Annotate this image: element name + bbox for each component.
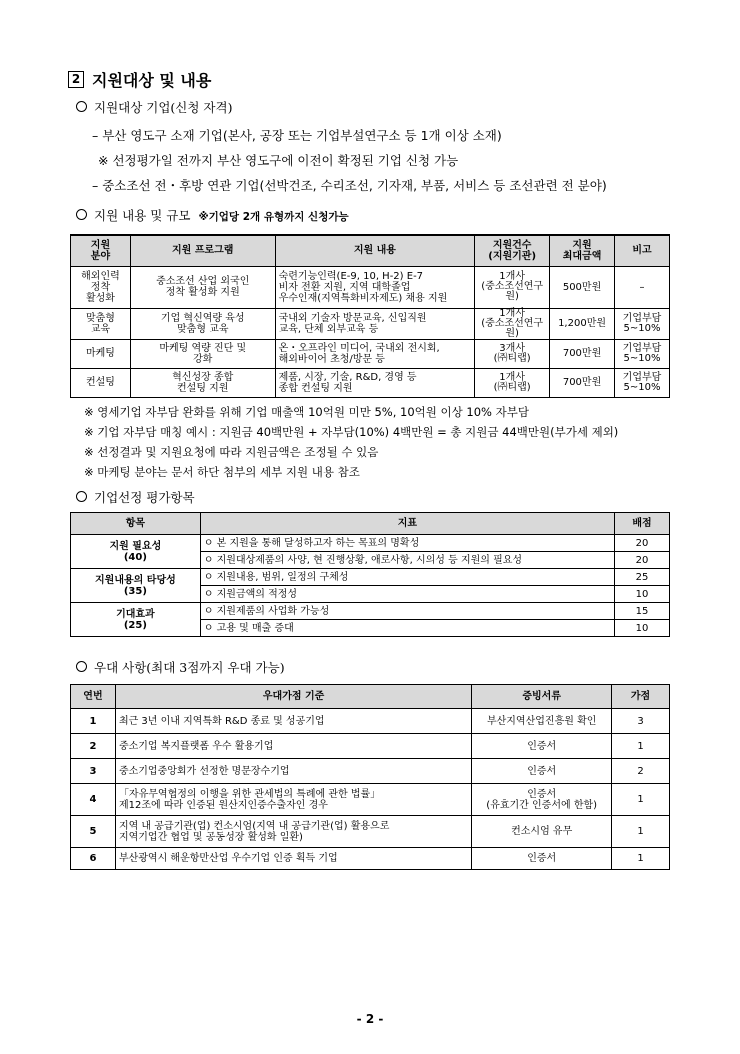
table-row: [71, 266, 670, 308]
section-title: [68, 68, 211, 91]
cell-criteria: 중소기업중앙회가 선정한 명문장수기업: [115, 759, 471, 784]
cell-indicator: ㅇ 본 지원을 통해 달성하고자 하는 목표의 명확성: [200, 535, 614, 552]
cell-indicator: ㅇ 고용 및 매출 증대: [200, 620, 614, 637]
scope-heading: 지원 내용 및 규모 ※기업당 2개 유형까지 신청가능: [76, 206, 349, 224]
cell-score: 1: [612, 848, 670, 870]
cell-doc: 컨소시엄 유무: [472, 816, 612, 848]
col-header: 지원 프로그램: [130, 235, 275, 266]
cell-remark: 기업부담 5~10%: [615, 368, 670, 397]
cell-count: 1개사 (㈜티랩): [475, 368, 550, 397]
cell-content: 국내외 기술자 방문교육, 신입직원 교육, 단체 외부교육 등: [275, 308, 475, 339]
section-number: 2: [68, 71, 84, 88]
table-row: [71, 368, 670, 397]
table-row: [71, 569, 670, 586]
table-header-row: [71, 685, 670, 709]
cell-score: 20: [615, 535, 670, 552]
cell-no: 5: [71, 816, 116, 848]
cell-score: 25: [615, 569, 670, 586]
cell-score: 3: [612, 709, 670, 734]
target-item: – 중소조선 전・후방 연관 기업(선박건조, 수리조선, 기자재, 부품, 서비스 등 조선관련 전 분야): [92, 178, 607, 193]
circle-bullet-icon: [76, 209, 87, 220]
cell-score: 1: [612, 784, 670, 816]
cell-amount: 700만원: [550, 368, 615, 397]
cell-field: 해외인력 정착 활성화: [71, 266, 131, 308]
cell-score: 1: [612, 734, 670, 759]
cell-program: 마케팅 역량 진단 및 강화: [130, 339, 275, 368]
group-cell: 기대효과 (25): [71, 603, 201, 637]
cell-doc: 인증서: [472, 734, 612, 759]
table-row: [71, 535, 670, 552]
col-header: 지원 분야: [71, 235, 131, 266]
cell-field: 마케팅: [71, 339, 131, 368]
cell-amount: 700만원: [550, 339, 615, 368]
program-table: [70, 234, 670, 398]
cell-criteria: 지역 내 공급기관(업) 컨소시엄(지역 내 공급기관(업) 활용으로 지역기업간 협업 및 공동성장 활성화 일환): [115, 816, 471, 848]
preference-heading: 우대 사항(최대 3점까지 우대 가능): [76, 658, 285, 676]
table-row: [71, 816, 670, 848]
target-item: – 부산 영도구 소재 기업(본사, 공장 또는 기업부설연구소 등 1개 이상 소재): [92, 128, 502, 143]
circle-bullet-icon: [76, 661, 87, 672]
cell-remark: 기업부담 5~10%: [615, 339, 670, 368]
cell-doc: 인증서: [472, 848, 612, 870]
circle-bullet-icon: [76, 491, 87, 502]
cell-no: 2: [71, 734, 116, 759]
cell-score: 1: [612, 816, 670, 848]
table-row: [71, 759, 670, 784]
cell-count: 1개사 (중소조선연구원): [475, 266, 550, 308]
table-row: [71, 339, 670, 368]
cell-program: 중소조선 산업 외국인 정착 활성화 지원: [130, 266, 275, 308]
table-header-row: [71, 513, 670, 535]
cell-amount: 1,200만원: [550, 308, 615, 339]
table-row: [71, 784, 670, 816]
cell-remark: 기업부담 5~10%: [615, 308, 670, 339]
note-line: ※ 영세기업 자부담 완화를 위해 기업 매출액 10억원 미만 5%, 10억원 이상 10% 자부담: [84, 405, 529, 419]
table-row: [71, 848, 670, 870]
evaluation-table: [70, 512, 670, 637]
table-row: [71, 734, 670, 759]
section-title-text: 지원대상 및 내용: [92, 71, 212, 90]
cell-indicator: ㅇ 지원내용, 범위, 일정의 구체성: [200, 569, 614, 586]
cell-criteria: 부산광역시 해운항만산업 우수기업 인증 획득 기업: [115, 848, 471, 870]
cell-criteria: 최근 3년 이내 지역특화 R&D 종료 및 성공기업: [115, 709, 471, 734]
circle-bullet-icon: [76, 101, 87, 112]
cell-no: 6: [71, 848, 116, 870]
col-header: 지원 내용: [275, 235, 475, 266]
cell-field: 맞춤형 교육: [71, 308, 131, 339]
target-note: ※ 선정평가일 전까지 부산 영도구에 이전이 확정된 기업 신청 가능: [98, 153, 459, 168]
cell-content: 온・오프라인 미디어, 국내외 전시회, 해외바이어 초청/방문 등: [275, 339, 475, 368]
note-line: ※ 마케팅 분야는 문서 하단 첨부의 세부 지원 내용 참조: [84, 465, 360, 479]
cell-score: 20: [615, 552, 670, 569]
cell-doc: 인증서 (유효기간 인증서에 한함): [472, 784, 612, 816]
table-row: [71, 603, 670, 620]
cell-no: 3: [71, 759, 116, 784]
cell-count: 3개사 (㈜티랩): [475, 339, 550, 368]
col-header: 지표: [200, 513, 614, 535]
cell-no: 1: [71, 709, 116, 734]
col-header: 비고: [615, 235, 670, 266]
table-row: [71, 709, 670, 734]
cell-indicator: ㅇ 지원금액의 적정성: [200, 586, 614, 603]
cell-indicator: ㅇ 지원대상제품의 사양, 현 진행상황, 애로사항, 시의성 등 지원의 필요성: [200, 552, 614, 569]
col-header: 지원 최대금액: [550, 235, 615, 266]
cell-doc: 부산지역산업진흥원 확인: [472, 709, 612, 734]
group-cell: 지원 필요성 (40): [71, 535, 201, 569]
cell-amount: 500만원: [550, 266, 615, 308]
cell-program: 혁신성장 종합 컨설팅 지원: [130, 368, 275, 397]
scope-note: ※기업당 2개 유형까지 신청가능: [198, 211, 349, 223]
cell-criteria: 중소기업 복지플랫폼 우수 활용기업: [115, 734, 471, 759]
cell-score: 15: [615, 603, 670, 620]
group-cell: 지원내용의 타당성 (35): [71, 569, 201, 603]
target-heading: 지원대상 기업(신청 자격): [76, 98, 232, 116]
col-header: 증빙서류: [472, 685, 612, 709]
cell-field: 컨설팅: [71, 368, 131, 397]
preference-table: [70, 684, 670, 870]
table-header-row: [71, 235, 670, 266]
cell-program: 기업 혁신역량 육성 맞춤형 교육: [130, 308, 275, 339]
cell-doc: 인증서: [472, 759, 612, 784]
cell-content: 제품, 시장, 기술, R&D, 경영 등 종합 컨설팅 지원: [275, 368, 475, 397]
cell-remark: –: [615, 266, 670, 308]
col-header: 지원건수 (지원기관): [475, 235, 550, 266]
cell-indicator: ㅇ 지원제품의 사업화 가능성: [200, 603, 614, 620]
cell-criteria: 「자유무역협정의 이행을 위한 관세법의 특례에 관한 법률」 제12조에 따라 인증된 원산지인증수출자인 경우: [115, 784, 471, 816]
cell-no: 4: [71, 784, 116, 816]
col-header: 가점: [612, 685, 670, 709]
evaluation-heading: 기업선정 평가항목: [76, 488, 195, 506]
col-header: 연번: [71, 685, 116, 709]
note-line: ※ 선정결과 및 지원요청에 따라 지원금액은 조정될 수 있음: [84, 445, 379, 459]
page-number: - 2 -: [356, 1012, 384, 1026]
table-row: [71, 308, 670, 339]
cell-score: 2: [612, 759, 670, 784]
col-header: 항목: [71, 513, 201, 535]
cell-score: 10: [615, 620, 670, 637]
cell-score: 10: [615, 586, 670, 603]
cell-count: 1개사 (중소조선연구원): [475, 308, 550, 339]
col-header: 우대가점 기준: [115, 685, 471, 709]
col-header: 배점: [615, 513, 670, 535]
note-line: ※ 기업 자부담 매칭 예시 : 지원금 40백만원 + 자부담(10%) 4백만원 = 총 지원금 44백만원(부가세 제외): [84, 425, 619, 439]
cell-content: 숙련기능인력(E-9, 10, H-2) E-7 비자 전환 지원, 지역 대학졸업 우수인재(지역특화비자제도) 채용 지원: [275, 266, 475, 308]
